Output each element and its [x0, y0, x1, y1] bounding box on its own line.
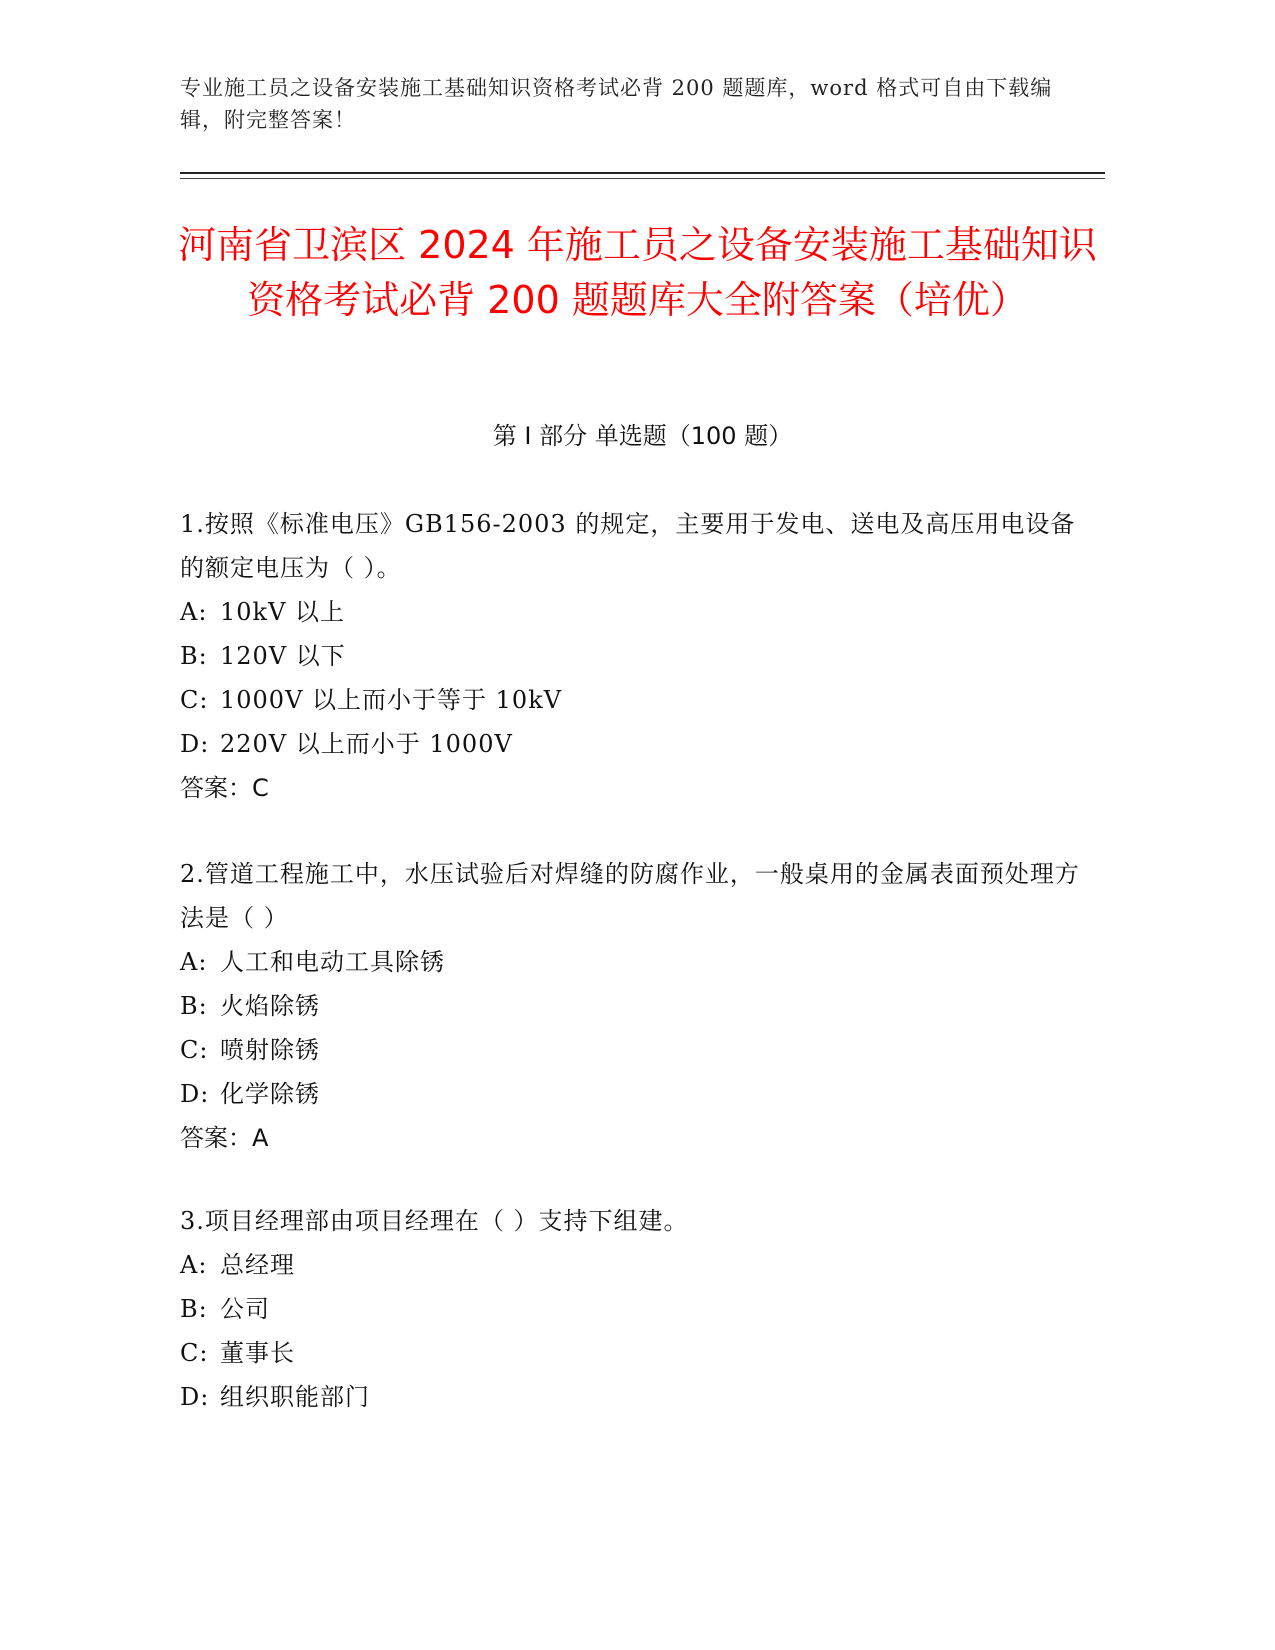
option-key: B: [180, 992, 208, 1020]
option-a [180, 940, 1080, 984]
option-key: D: [180, 1383, 210, 1411]
option-a [180, 1243, 1080, 1287]
option-b [180, 1287, 1080, 1331]
option-c [180, 1331, 1080, 1375]
option-text: 1000V 以上而小于等于 10kV [220, 686, 563, 714]
option-d [180, 1072, 1080, 1116]
option-key: B: [180, 642, 208, 670]
option-d [180, 1375, 1080, 1419]
option-c [180, 678, 1080, 722]
option-text: 人工和电动工具除锈 [220, 948, 445, 976]
option-key: A: [180, 1251, 208, 1279]
answer-line: 答案：C [180, 774, 269, 802]
option-key: C: [180, 1339, 209, 1367]
option-b [180, 634, 1080, 678]
option-text: 10kV 以上 [220, 598, 346, 626]
header-divider-thick [180, 172, 1105, 174]
option-key: C: [180, 686, 209, 714]
question-1 [180, 502, 1080, 810]
question-stem: 1.按照《标准电压》GB156-2003 的规定，主要用于发电、送电及高压用电设备的额定电压为（ ）。 [180, 510, 1076, 582]
option-key: D: [180, 1080, 210, 1108]
option-text: 120V 以下 [220, 642, 346, 670]
question-stem: 3.项目经理部由项目经理在（ ）支持下组建。 [180, 1207, 689, 1235]
question-3 [180, 1199, 1080, 1419]
option-text: 喷射除锈 [220, 1036, 320, 1064]
option-text: 火焰除锈 [220, 992, 320, 1020]
option-text: 公司 [220, 1295, 270, 1323]
option-text: 总经理 [220, 1251, 295, 1279]
option-a [180, 590, 1080, 634]
question-2 [180, 852, 1080, 1160]
option-b [180, 984, 1080, 1028]
option-c [180, 1028, 1080, 1072]
option-text: 董事长 [220, 1339, 295, 1367]
header-note: 专业施工员之设备安装施工基础知识资格考试必背 200 题题库，word 格式可自由下载编辑，附完整答案！ [180, 76, 1053, 132]
option-text: 化学除锈 [220, 1080, 320, 1108]
header-divider-thin [180, 178, 1105, 179]
option-text: 组织职能部门 [220, 1383, 370, 1411]
answer-line: 答案：A [180, 1124, 269, 1152]
option-key: A: [180, 948, 208, 976]
option-key: B: [180, 1295, 208, 1323]
document-title: 河南省卫滨区 2024 年施工员之设备安装施工基础知识资格考试必背 200 题题库大全附答案（培优） [178, 223, 1097, 322]
section-title: 第 I 部分 单选题（100 题） [492, 422, 793, 450]
option-key: A: [180, 598, 208, 626]
option-key: C: [180, 1036, 209, 1064]
option-d [180, 722, 1080, 766]
option-key: D: [180, 730, 210, 758]
option-text: 220V 以上而小于 1000V [220, 730, 513, 758]
question-stem: 2.管道工程施工中，水压试验后对焊缝的防腐作业，一般桌用的金属表面预处理方法是（ ） [180, 860, 1080, 932]
